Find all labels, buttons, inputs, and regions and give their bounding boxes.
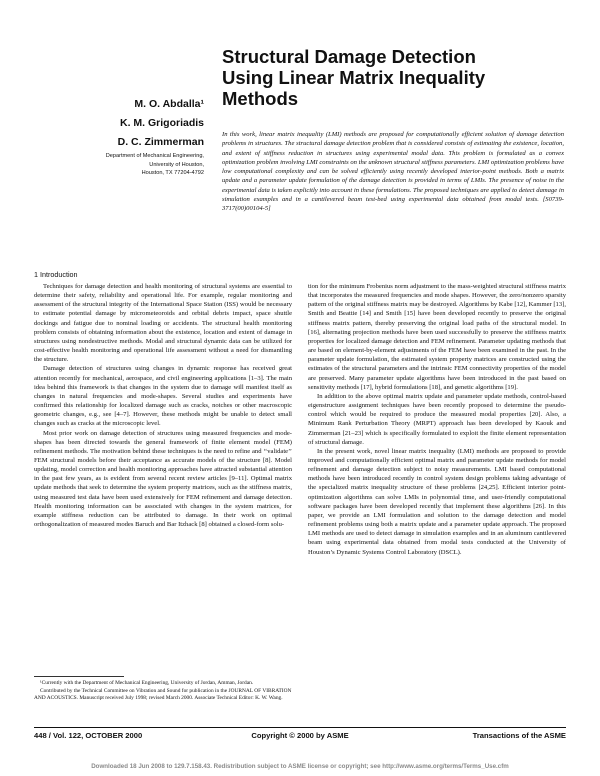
paragraph: tion for the minimum Frobenius norm adjustment to the mass-weighted structural stiffness matrix that incorporates the measured frequencies and mode shapes. However, the zero/nonzero sparsity pattern of the original stiffness matrix may be destroyed. Algorithms by Kabe [12], Kammer [13], Smith and Beattie [14] and Smith [15] have been developed recently to preserve the original stiffness matrix pattern, thereby preserving the original load paths of the structural model. In [16], alternating projection methods have been used successfully to preserve the stiffness matrix properties for localized damage detection and FEM refinement. Parameter updating methods that are based on element-by-element adjustments of the FEM have been examined in the past. In the parameter update formulation, the estimated system property matrices are constructed using the estimates of the structural parameters and the intrinsic FEM connectivity properties of the model are preserved. Many parameter update algorithms have been introduced in the past based on sensitivity methods [17], hybrid formulations [18], and genetic algorithms [19]. — [308, 283, 566, 391]
footnote-divider — [34, 676, 124, 677]
body-column-left — [34, 282, 292, 529]
paragraph: In addition to the above optimal matrix update and parameter update methods, control-based eigenstructure assignment techniques have been recently proposed to determine the pseudo-control which would be required to produce the measured modal properties [20]. Also, a Minimum Rank Perturbation Theory (MRPT) approach has been developed by Kaouk and Zimmerman [21–23] which is specifically formulated to exploit the finite element representation of structural damage. — [308, 392, 566, 446]
paragraph: Damage detection of structures using changes in dynamic response has received great attention recently for mechanical, aerospace, and civil engineering applications [1–3]. The main idea behind this framework is that changes in the system due to damage will manifest itself as changes in natural frequencies and mode-shapes. Several studies and experiments have confirmed this relationship for localized damage such as cracks, notches or other macroscopic geometric changes, e.g., see [4–7]. However, these methods might be unable to detect small changes such as cracks at the microscopic level. — [34, 365, 292, 428]
title-line: Using Linear Matrix Inequality — [222, 67, 486, 88]
affiliation-line: Department of Mechanical Engineering, — [105, 153, 204, 159]
affiliation-line: University of Houston, — [149, 161, 204, 168]
paragraph: Most prior work on damage detection of structures using measured frequencies and mode-shapes has been directed towards the general framework of finite element model (FEM) refinement methods. The motivation behind these techniques is the need to refine and ‘‘validate’’ FEM structural models before their acceptance as accurate models of the structure [8]. Model updating, model correction and health monitoring approaches have attracted substantial attention in the past few years, as is evident from several recent review articles [9–11]. Optimal matrix update methods that seek to determine the system property matrices, such as the stiffness matrix, using measured test data have been used extensively for FEM refinement and damage detection. Health monitoring information can be associated with changes in the system matrices, for example stiffness reduction can be attributed to damage. In their work on optimal orthogonalization of measured modes Baruch and Bar Itzhack [8] obtained a closed-form solu- — [34, 429, 292, 529]
footnote: Contributed by the Technical Committee on Vibration and Sound for publication in the JOURNAL OF VIBRATION AND ACOUSTICS. Manuscript received July 1998; revised March 2000. Associate Technical Editor: K. W. Wang. — [34, 687, 292, 701]
footer-divider — [34, 727, 566, 728]
body-column-right — [308, 282, 566, 557]
title-line: Methods — [222, 88, 299, 109]
section-heading: 1 Introduction — [34, 270, 78, 279]
title-line: Structural Damage Detection — [222, 46, 476, 67]
author-name: K. M. Grigoriadis — [119, 117, 204, 129]
paragraph: In the present work, novel linear matrix inequality (LMI) methods are proposed to provide improved and computationally efficient optimal matrix and parameter update methods for model refinement and damage detection subject to noisy measurements. LMI based computational methods have been introduced recently in control system design problems taking advantage of the specialized matrix inequality structure of these problems [24,25]. Efficient interior point-optimization algorithms can solve LMIs in polynomial time, and user-friendly computational software packages have been developed recently that implement these algorithms [26]. In this paper, we provide an LMI formulation and solution to the damage detection and model refinement problems using both a matrix update and a parameter update approach. The proposed LMI methods are used to detect damage in simulation examples and in an aluminum cantilevered beam using experimental data obtained from modal tests conducted at the University of Houston’s Dynamic Systems Control Laboratory (DSCL). — [308, 447, 566, 556]
copyright-notice: Copyright © 2000 by ASME — [251, 731, 349, 740]
author-name: M. O. Abdalla¹ — [134, 98, 204, 110]
paragraph: Techniques for damage detection and health monitoring of structural systems are essential to determine their safety, reliability and operational life. For example, regular monitoring and assessment of the structural integrity of the International Space Station (ISS) would be necessary to estimate potential damage by micrometeoroids and orbital debris impact, space shuttle dockings and fatigue due to nominal loading or accidents. The structural health monitoring problem consists of obtaining information about the existence, location and extent of damage in structures using nondestructive methods. Modal and structural dynamic data can be utilized for cost-effective health monitoring and operational life assessment without a need for dismantling the structure. — [34, 283, 292, 364]
footnotes — [34, 680, 292, 702]
journal-name: Transactions of the ASME — [472, 731, 566, 740]
paper-title — [222, 46, 562, 109]
page-info: 448 / Vol. 122, OCTOBER 2000 — [34, 731, 143, 740]
footnote: ¹Currently with the Department of Mechanical Engineering, University of Jordan, Amman, Jordan. — [40, 680, 254, 686]
download-notice: Downloaded 18 Jun 2008 to 129.7.158.43. Redistribution subject to ASME license or copyright; see http://www.asme.org/terms/Terms_Use.cfm — [91, 763, 509, 770]
author-name: D. C. Zimmerman — [117, 136, 204, 148]
author-list — [60, 98, 204, 155]
author-affiliation — [60, 152, 204, 178]
affiliation-line: Houston, TX 77204-4792 — [141, 170, 204, 177]
abstract: In this work, linear matrix inequality (LMI) methods are proposed for computationally efficient solution of damage detection problems in structures. The structural damage detection problem that is considered consists of estimating the existence, location, and extent of stiffness reduction in structures using experimental modal data. This problem is formulated as a convex optimization problem involving LMI constraints on the unknown structural stiffness parameters. LMI optimization problems have low computational complexity and can be solved efficiently using recently developed interior-point methods. Both a matrix update and a parameter update formulation of the damage detection is provided in terms of LMIs. The presence of noise in the experimental data is taken explicitly into account in these formulations. The proposed techniques are applied to detect damage in simulation examples and in a cantilevered beam test-bed using experimental data obtained from modal tests. [S0739-3717(00)00104-5] — [222, 131, 564, 213]
